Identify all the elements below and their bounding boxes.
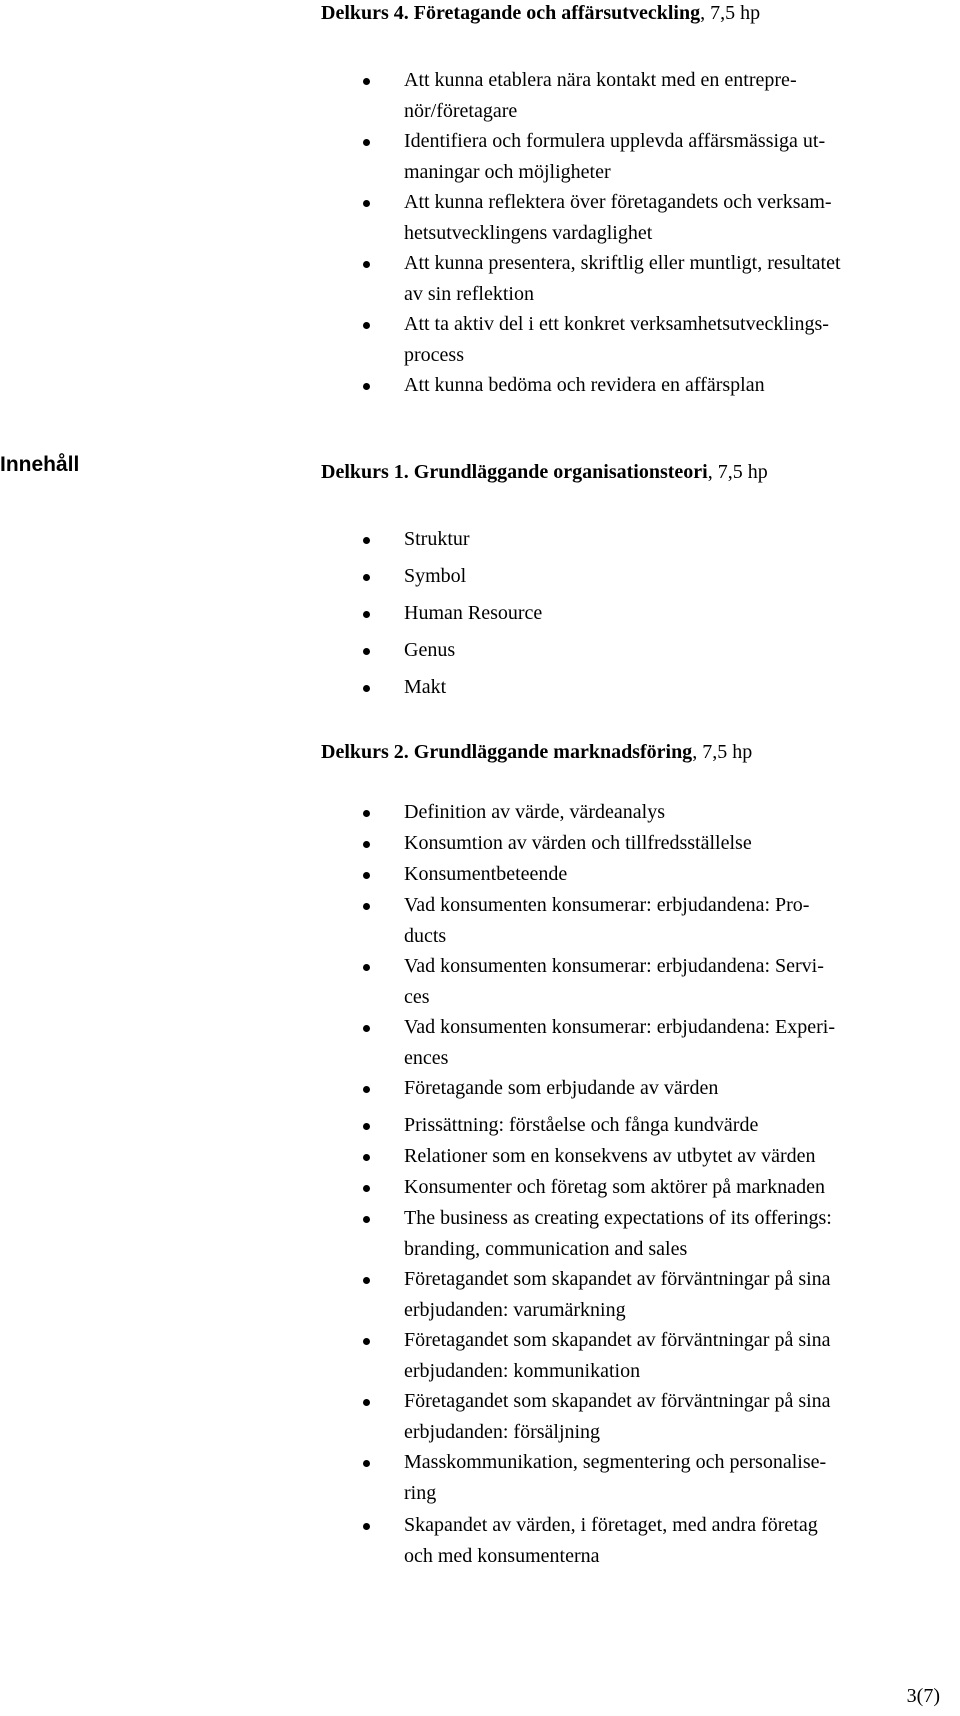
list-item-text: process xyxy=(404,343,464,366)
course-credits: , 7,5 hp xyxy=(707,461,768,483)
list-item-text: Företagande som erbjudande av värden xyxy=(404,1077,719,1099)
list-item-text: Identifiera och formulera upplevda affärsmässiga ut- xyxy=(404,130,826,152)
section-title-delkurs-1 xyxy=(321,459,768,485)
section-title-delkurs-2 xyxy=(321,739,752,765)
list-item-text: Konsumentbeteende xyxy=(404,863,568,885)
list-item-text: erbjudanden: varumärkning xyxy=(404,1298,626,1321)
list-item-text: maningar och möjligheter xyxy=(404,160,611,183)
list-item-text: ducts xyxy=(404,924,447,947)
bullet-icon xyxy=(363,903,370,910)
bullet-icon xyxy=(363,1154,370,1161)
bullet-icon xyxy=(363,1523,370,1530)
bullet-icon xyxy=(363,810,370,817)
list-item-text: Att kunna etablera nära kontakt med en entrepre- xyxy=(404,69,797,91)
bullet-icon xyxy=(363,1025,370,1032)
delkurs-label: Delkurs 4. xyxy=(321,2,409,24)
list-item-text: branding, communication and sales xyxy=(404,1237,688,1260)
list-item-text: Makt xyxy=(404,676,447,698)
course-title: Grundläggande organisationsteori xyxy=(413,461,708,483)
course-title: Grundläggande marknadsföring xyxy=(413,741,693,763)
page-number: 3(7) xyxy=(906,1685,940,1707)
list-item-text: Konsumenter och företag som aktörer på marknaden xyxy=(404,1176,825,1198)
course-title: Företagande och affärsutveckling xyxy=(413,2,701,24)
list-item-text: Vad konsumenten konsumerar: erbjudandena: Pro- xyxy=(404,894,810,916)
bullet-icon xyxy=(363,685,370,692)
bullet-icon xyxy=(363,964,370,971)
list-item-text: Att kunna bedöma och revidera en affärsplan xyxy=(404,374,765,396)
bullet-icon xyxy=(363,1460,370,1467)
list-item-text: Relationer som en konsekvens av utbytet av värden xyxy=(404,1145,816,1167)
list-item-text: Att kunna reflektera över företagandets och verksam- xyxy=(404,191,832,213)
list-item-text: Skapandet av värden, i företaget, med andra företag xyxy=(404,1514,818,1536)
bullet-icon xyxy=(363,1399,370,1406)
list-item-text: Definition av värde, värdeanalys xyxy=(404,801,666,823)
bullet-icon xyxy=(363,261,370,268)
list-item-text: Företagandet som skapandet av förväntningar på sina xyxy=(404,1329,831,1351)
list-item-text: Human Resource xyxy=(404,602,543,624)
bullet-icon xyxy=(363,1086,370,1093)
list-item-text: Vad konsumenten konsumerar: erbjudandena: Servi- xyxy=(404,955,824,977)
bullet-icon xyxy=(363,200,370,207)
list-item-text: erbjudanden: försäljning xyxy=(404,1420,601,1443)
bullet-icon xyxy=(363,139,370,146)
list-item-text: Genus xyxy=(404,639,456,661)
list-item-text: The business as creating expectations of its offerings: xyxy=(404,1207,832,1229)
course-credits: , 7,5 hp xyxy=(700,2,761,24)
bullet-icon xyxy=(363,574,370,581)
list-item-text: Konsumtion av värden och tillfredsställelse xyxy=(404,832,752,854)
innehall-heading: Innehåll xyxy=(0,453,80,476)
list-item-text: ences xyxy=(404,1046,449,1069)
delkurs-label: Delkurs 1. xyxy=(321,461,409,483)
bullet-icon xyxy=(363,322,370,329)
list-item-text: Företagandet som skapandet av förväntningar på sina xyxy=(404,1390,831,1412)
bullet-icon xyxy=(363,841,370,848)
list-item-text: erbjudanden: kommunikation xyxy=(404,1359,641,1382)
list-item-text: Att kunna presentera, skriftlig eller muntligt, resultatet xyxy=(404,252,841,274)
list-item-text: av sin reflektion xyxy=(404,282,534,305)
bullet-icon xyxy=(363,1123,370,1130)
course-credits: , 7,5 hp xyxy=(692,741,753,763)
bullet-icon xyxy=(363,1277,370,1284)
list-item-text: Symbol xyxy=(404,565,467,587)
list-item-text: Att ta aktiv del i ett konkret verksamhetsutvecklings- xyxy=(404,313,829,335)
list-item-text: ring xyxy=(404,1481,437,1504)
bullet-icon xyxy=(363,611,370,618)
bullet-icon xyxy=(363,1185,370,1192)
list-item-text: Struktur xyxy=(404,528,470,550)
bullet-icon xyxy=(363,537,370,544)
bullet-icon xyxy=(363,1216,370,1223)
bullet-icon xyxy=(363,872,370,879)
list-item-text: och med konsumenterna xyxy=(404,1544,600,1567)
bullet-icon xyxy=(363,1338,370,1345)
list-item-text: ces xyxy=(404,985,430,1008)
list-item-text: nör/företagare xyxy=(404,99,518,122)
bullet-icon xyxy=(363,383,370,390)
list-item-text: hetsutvecklingens vardaglighet xyxy=(404,221,653,244)
bullet-icon xyxy=(363,78,370,85)
delkurs-label: Delkurs 2. xyxy=(321,741,409,763)
section-title-delkurs-4 xyxy=(321,0,760,26)
bullet-icon xyxy=(363,648,370,655)
list-item-text: Vad konsumenten konsumerar: erbjudandena: Experi- xyxy=(404,1016,835,1038)
list-item-text: Masskommunikation, segmentering och personalise- xyxy=(404,1451,827,1473)
list-item-text: Prissättning: förståelse och fånga kundvärde xyxy=(404,1114,759,1136)
list-item-text: Företagandet som skapandet av förväntningar på sina xyxy=(404,1268,831,1290)
